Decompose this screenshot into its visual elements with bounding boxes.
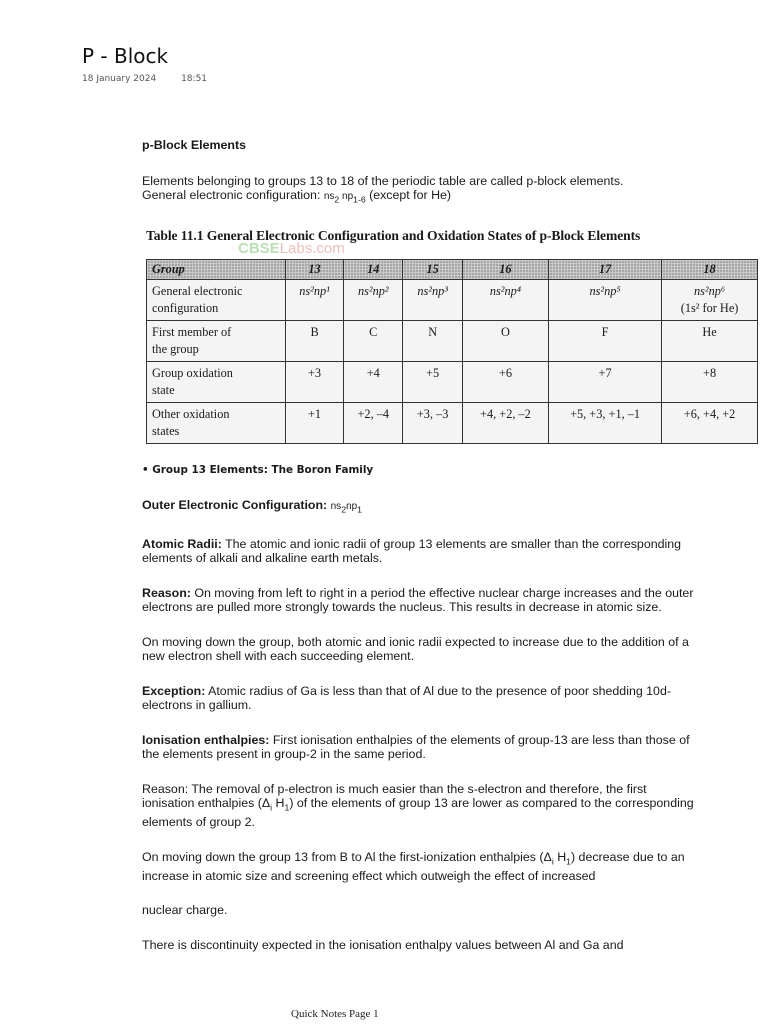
table-cell-value: ns²np⁶ bbox=[693, 284, 726, 298]
down-group-paragraph: On moving down the group, both atomic and ionic radii expected to increase due to the addition of a new electron shell with each succeeding element. bbox=[142, 634, 689, 664]
outer-config-line bbox=[142, 498, 702, 517]
row-label-line: states bbox=[152, 424, 180, 438]
table-cell: ns²np² bbox=[344, 280, 403, 321]
config-ns-exp: 2 bbox=[334, 194, 340, 205]
reason2-text-b: H bbox=[272, 796, 285, 811]
header-cell: 18 bbox=[662, 260, 758, 280]
table-cell bbox=[662, 280, 758, 321]
config-suffix: (except for He) bbox=[365, 188, 452, 202]
table-cell: +3 bbox=[286, 362, 344, 403]
table-row bbox=[147, 321, 758, 362]
row-label bbox=[147, 362, 286, 403]
row-label bbox=[147, 280, 286, 321]
ie-down-sub-i: i bbox=[551, 856, 554, 867]
atomic-radii-text: The atomic and ionic radii of group 13 elements are smaller than the corresponding elements of alkali and alkaline earth metals. bbox=[142, 536, 682, 566]
outer-config-np-exp: 1 bbox=[357, 504, 362, 515]
section-heading: p-Block Elements bbox=[142, 138, 246, 152]
reason-paragraph bbox=[142, 586, 702, 615]
ie-down-text-c: ) decrease due to an increase in atomic size and screening effect which outweigh the effect of increased bbox=[142, 849, 685, 883]
group13-section bbox=[142, 498, 702, 972]
row-label-line: configuration bbox=[152, 301, 219, 315]
header-cell: 13 bbox=[286, 260, 344, 280]
ie-down-text-a: On moving down the group 13 from B to Al the first-ionization enthalpies (Δ bbox=[142, 849, 552, 864]
ionisation-text: First ionisation enthalpies of the elements of group-13 are less than those of the elements present in group-2 in the same period. bbox=[142, 732, 690, 762]
outer-config-ns: ns bbox=[330, 501, 342, 512]
table-cell: +2, –4 bbox=[344, 403, 403, 444]
config-np: np bbox=[339, 191, 354, 202]
row-label bbox=[147, 403, 286, 444]
reason2-sub-i: i bbox=[270, 802, 273, 813]
page-footer: Quick Notes Page 1 bbox=[291, 1008, 379, 1020]
exception-text: Atomic radius of Ga is less than that of Al due to the presence of poor shedding 10d-electrons in gallium. bbox=[142, 683, 671, 713]
table-cell: ns²np⁵ bbox=[549, 280, 662, 321]
row-label-line: Group oxidation bbox=[152, 366, 233, 380]
table-header-row bbox=[147, 260, 758, 280]
intro-section bbox=[142, 138, 732, 207]
row-label bbox=[147, 321, 286, 362]
table-cell: ns²np¹ bbox=[286, 280, 344, 321]
table-cell: +5 bbox=[403, 362, 462, 403]
table-cell: +6 bbox=[462, 362, 548, 403]
table-cell: ns²np⁴ bbox=[462, 280, 548, 321]
intro-paragraph-2 bbox=[142, 188, 732, 207]
table-cell: ns²np³ bbox=[403, 280, 462, 321]
row-label-line: First member of bbox=[152, 325, 232, 339]
table-cell: F bbox=[549, 321, 662, 362]
table-row bbox=[147, 403, 758, 444]
header-cell: 17 bbox=[549, 260, 662, 280]
table-row bbox=[147, 280, 758, 321]
reason2-text-a: Reason: The removal of p-electron is much easier than the s-electron and therefore, the first ionisation enthalpies (Δ bbox=[142, 781, 647, 811]
config-np-exp: 1-6 bbox=[353, 194, 366, 205]
watermark bbox=[238, 240, 345, 257]
page-meta bbox=[82, 74, 207, 84]
table-cell: N bbox=[403, 321, 462, 362]
outer-config-np: np bbox=[346, 501, 358, 512]
reason-text: On moving from left to right in a period the effective nuclear charge increases and the outer electrons are pulled more strongly towards the nucleus. This results in decrease in atomic size. bbox=[142, 585, 694, 615]
table-cell: +6, +4, +2 bbox=[662, 403, 758, 444]
exception-paragraph bbox=[142, 684, 702, 713]
watermark-a: CBSE bbox=[238, 240, 280, 257]
exception-label: Exception: bbox=[142, 683, 206, 698]
row-label-line: Other oxidation bbox=[152, 407, 230, 421]
page-title: P - Block bbox=[82, 44, 169, 68]
header-cell: 15 bbox=[403, 260, 462, 280]
ie-down-sub-1: 1 bbox=[566, 856, 571, 867]
table-cell: C bbox=[344, 321, 403, 362]
reason2-text-c: ) of the elements of group 13 are lower as compared to the corresponding elements of group 2. bbox=[142, 796, 694, 830]
table-cell: +4, +2, –2 bbox=[462, 403, 548, 444]
table-cell: B bbox=[286, 321, 344, 362]
row-label-line: state bbox=[152, 383, 175, 397]
oxidation-table bbox=[146, 259, 758, 444]
discontinuity-line: There is discontinuity expected in the ionisation enthalpy values between Al and Ga and bbox=[142, 937, 624, 952]
header-cell: 14 bbox=[344, 260, 403, 280]
table-cell: +3, –3 bbox=[403, 403, 462, 444]
config-prefix: General electronic configuration: bbox=[142, 188, 324, 202]
table-row bbox=[147, 362, 758, 403]
header-cell: 16 bbox=[462, 260, 548, 280]
table-cell: +4 bbox=[344, 362, 403, 403]
row-label-line: General electronic bbox=[152, 284, 243, 298]
watermark-b: Labs.com bbox=[279, 240, 345, 257]
table-cell: +1 bbox=[286, 403, 344, 444]
table-cell: +7 bbox=[549, 362, 662, 403]
table-cell: +8 bbox=[662, 362, 758, 403]
outer-config-label: Outer Electronic Configuration: bbox=[142, 498, 331, 512]
table-title: Table 11.1 General Electronic Configuration and Oxidation States of p-Block Elements bbox=[146, 228, 641, 243]
table-cell: +5, +3, +1, –1 bbox=[549, 403, 662, 444]
atomic-radii-label: Atomic Radii: bbox=[142, 536, 222, 551]
ie-down-paragraph bbox=[142, 850, 702, 883]
ionisation-paragraph bbox=[142, 733, 702, 762]
intro-paragraph-1: Elements belonging to groups 13 to 18 of the periodic table are called p-block elements. bbox=[142, 173, 624, 188]
atomic-radii-paragraph bbox=[142, 537, 702, 566]
page-date: 18 January 2024 bbox=[82, 74, 157, 84]
reason2-sub-1: 1 bbox=[284, 802, 290, 813]
row-label-line: the group bbox=[152, 342, 199, 356]
nuclear-charge-line: nuclear charge. bbox=[142, 903, 228, 918]
ionisation-label: Ionisation enthalpies: bbox=[142, 732, 270, 747]
header-cell: Group bbox=[147, 260, 286, 280]
table-cell: O bbox=[462, 321, 548, 362]
ie-down-text-b: H bbox=[553, 849, 567, 864]
reason2-paragraph bbox=[142, 782, 702, 830]
table-image bbox=[142, 228, 760, 438]
reason-label: Reason: bbox=[142, 585, 191, 600]
group13-bullet: • Group 13 Elements: The Boron Family bbox=[142, 464, 374, 476]
outer-config-ns-exp: 2 bbox=[341, 504, 347, 515]
page-time: 18:51 bbox=[181, 74, 208, 84]
config-ns: ns bbox=[323, 191, 335, 202]
table-cell: He bbox=[662, 321, 758, 362]
table-cell-note: (1s² for He) bbox=[680, 301, 739, 315]
